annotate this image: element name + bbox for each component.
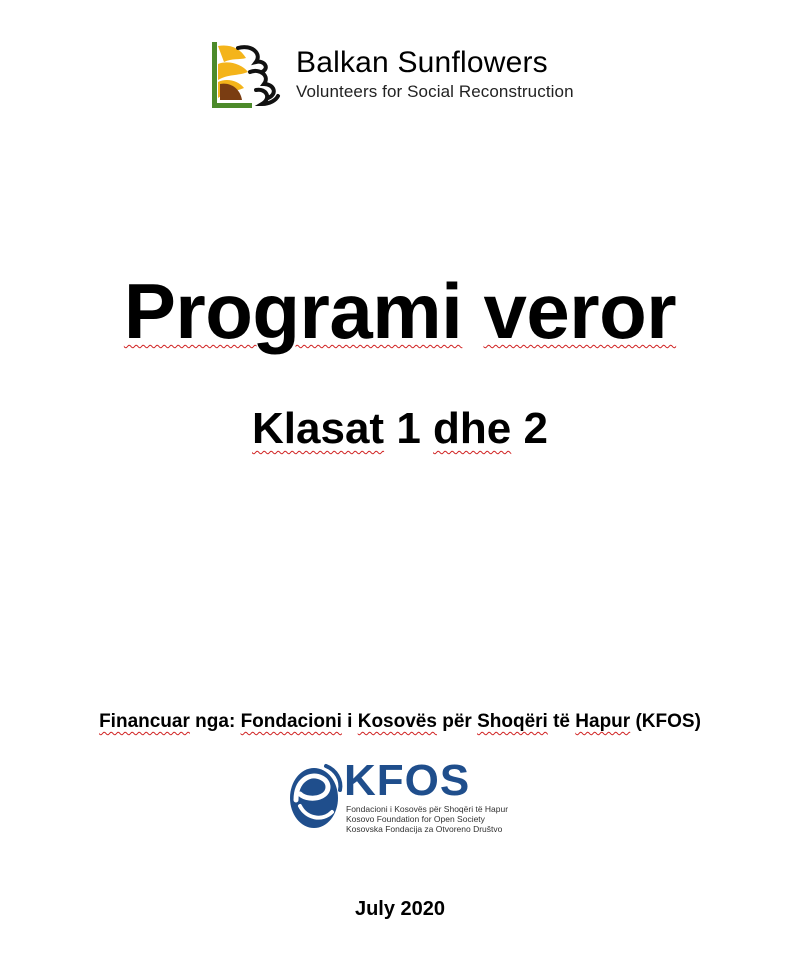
funding-word: Financuar — [99, 711, 190, 732]
subtitle-word: 2 — [523, 404, 548, 453]
funding-word: Fondacioni — [240, 711, 342, 732]
funding-statement — [0, 709, 800, 735]
kfos-e-logo-icon — [286, 760, 344, 832]
kfos-subtitle — [346, 804, 509, 834]
title-word: Programi — [123, 267, 463, 355]
org-tagline: Volunteers for Social Reconstruction — [296, 82, 574, 101]
funding-word: nga: — [195, 711, 236, 732]
kfos-line: Kosovo Foundation for Open Society — [346, 814, 485, 824]
kfos-line: Fondacioni i Kosovës për Shoqëri të Hapur — [346, 804, 509, 814]
document-date: July 2020 — [354, 898, 446, 920]
title-word: veror — [483, 267, 677, 355]
sunflower-logo-icon — [212, 42, 284, 108]
funding-word: Hapur — [575, 711, 631, 732]
kfos-logo — [286, 756, 509, 838]
kfos-line: Kosovska Fondacija za Otvoreno Društvo — [346, 824, 503, 834]
subtitle-word: Klasat — [252, 404, 385, 453]
funding-word: të — [553, 711, 570, 732]
funding-word: i — [347, 711, 353, 732]
balkan-sunflowers-logo — [212, 42, 592, 108]
funding-word: Kosovës — [357, 711, 437, 732]
subtitle-word: dhe — [433, 404, 512, 453]
funding-word: (KFOS) — [635, 711, 701, 732]
kfos-name: KFOS — [344, 756, 471, 805]
funding-word: për — [442, 711, 472, 732]
subtitle-word: 1 — [396, 404, 421, 453]
funding-word: Shoqëri — [477, 711, 548, 732]
subtitle — [0, 402, 800, 456]
org-name: Balkan Sunflowers — [296, 46, 548, 79]
main-title — [0, 266, 800, 356]
